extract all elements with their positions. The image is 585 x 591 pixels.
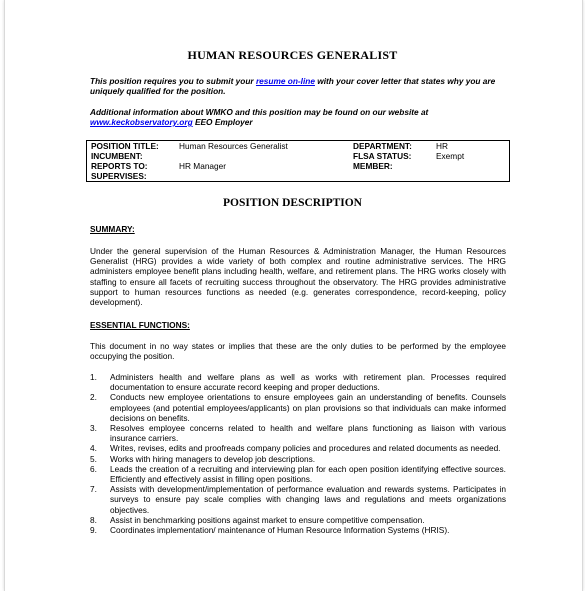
table-row: [87, 161, 510, 171]
website-link[interactable]: www.keckobservatory.org: [90, 117, 193, 127]
intro-text-after: with your cover letter that states why you are uniquely qualified for the position.: [90, 76, 496, 96]
incumbent-value: [175, 151, 349, 161]
resume-online-link[interactable]: resume on-line: [255, 76, 315, 86]
list-item-text: Works with hiring managers to develop job descriptions.: [110, 453, 316, 464]
list-item-number: 7.: [90, 484, 97, 495]
table-row: [87, 141, 510, 152]
website-paragraph: [90, 107, 510, 127]
list-item: [90, 443, 506, 453]
intro-paragraph: [90, 76, 510, 96]
summary-text: Under the general supervision of the Human Resources & Administration Manager, the Human Resources Generalist (HRG) provides a wide variety of both complex and routine administrative services. The HRG administers employee benefit plans including health, welfare, and retirement plans. The HRG works closely with staffing to ensure all facets of recruiting success throughout the observatory. The HRG provides administrative support to human resources functions as needed (e.g. generates correspondence, record-keeping, policy development).: [90, 246, 506, 308]
list-item-number: 2.: [90, 392, 97, 403]
position-title-value: Human Resources Generalist: [179, 141, 288, 151]
list-item: [90, 454, 506, 464]
summary-heading: SUMMARY:: [90, 224, 135, 234]
reports-to-value: HR Manager: [179, 161, 227, 171]
essential-functions-list: [90, 372, 506, 535]
eeo-text: EEO Employer: [192, 117, 253, 127]
flsa-status-label: FLSA STATUS:: [353, 151, 412, 161]
list-item: [90, 525, 506, 535]
list-item-number: 4.: [90, 443, 97, 454]
list-item-text: Resolves employee concerns related to health and welfare plans functioning as liaison with various insurance carriers.: [110, 423, 506, 444]
list-item: [90, 464, 506, 484]
essential-functions-heading: ESSENTIAL FUNCTIONS:: [90, 320, 190, 330]
list-item: [90, 392, 506, 423]
list-item-text: Assists with development/implementation of performance evaluation and rewards systems. Participates in surveys to ensure pay scale complies with changing laws and regulations and meets organizations objectives.: [110, 484, 506, 515]
incumbent-label: INCUMBENT:: [91, 151, 143, 161]
department-value: HR: [436, 141, 448, 151]
website-text: Additional information about WMKO and this position may be found on our website at: [90, 107, 429, 117]
table-row: [87, 151, 510, 161]
list-item-number: 1.: [90, 372, 97, 382]
list-item: [90, 423, 506, 443]
member-value: [432, 161, 510, 171]
supervises-label: SUPERVISES:: [91, 171, 147, 181]
list-item-text: Administers health and welfare plans as well as works with retirement plan. Processes required documentation to ensure accurate record keeping and proper deductions.: [110, 372, 506, 393]
supervises-value: [175, 171, 349, 182]
member-label: MEMBER:: [353, 161, 393, 171]
list-item-number: 6.: [90, 463, 97, 474]
list-item-text: Assist in benchmarking positions against market to ensure competitive compensation.: [110, 514, 425, 525]
list-item-number: 9.: [90, 525, 97, 536]
position-description-heading: POSITION DESCRIPTION: [223, 197, 362, 209]
position-title-label: POSITION TITLE:: [91, 141, 159, 151]
department-label: DEPARTMENT:: [353, 141, 412, 151]
intro-text-before: This position requires you to submit your: [90, 76, 256, 86]
table-row: [87, 171, 510, 182]
list-item-number: 8.: [90, 514, 97, 525]
list-item: [90, 515, 506, 525]
reports-to-label: REPORTS TO:: [91, 161, 148, 171]
list-item-number: 5.: [90, 453, 97, 464]
document-title: HUMAN RESOURCES GENERALIST: [187, 48, 398, 62]
flsa-status-value: Exempt: [436, 151, 465, 161]
list-item-text: Coordinates implementation/ maintenance of Human Resource Information Systems (HRIS).: [110, 525, 450, 536]
list-item-number: 3.: [90, 423, 97, 434]
list-item-text: Conducts new employee orientations to ensure employees gain an understanding of benefits. Counsels employees (and potential employees/applicants) on plan provisions so that individuals can make informed decisions on benefits.: [110, 392, 506, 423]
position-info-table: [86, 140, 510, 182]
list-item: [90, 372, 506, 392]
list-item-text: Leads the creation of a recruiting and interviewing plan for each open position identifying effective sources. Efficiently and effectively assist in filling open positions.: [110, 463, 506, 485]
list-item-text: Writes, revises, edits and proofreads company policies and procedures and related documents as needed.: [110, 443, 501, 454]
list-item: [90, 484, 506, 515]
essential-functions-intro: This document in no way states or implies that these are the only duties to be performed by the employee occupying the position.: [90, 341, 506, 362]
